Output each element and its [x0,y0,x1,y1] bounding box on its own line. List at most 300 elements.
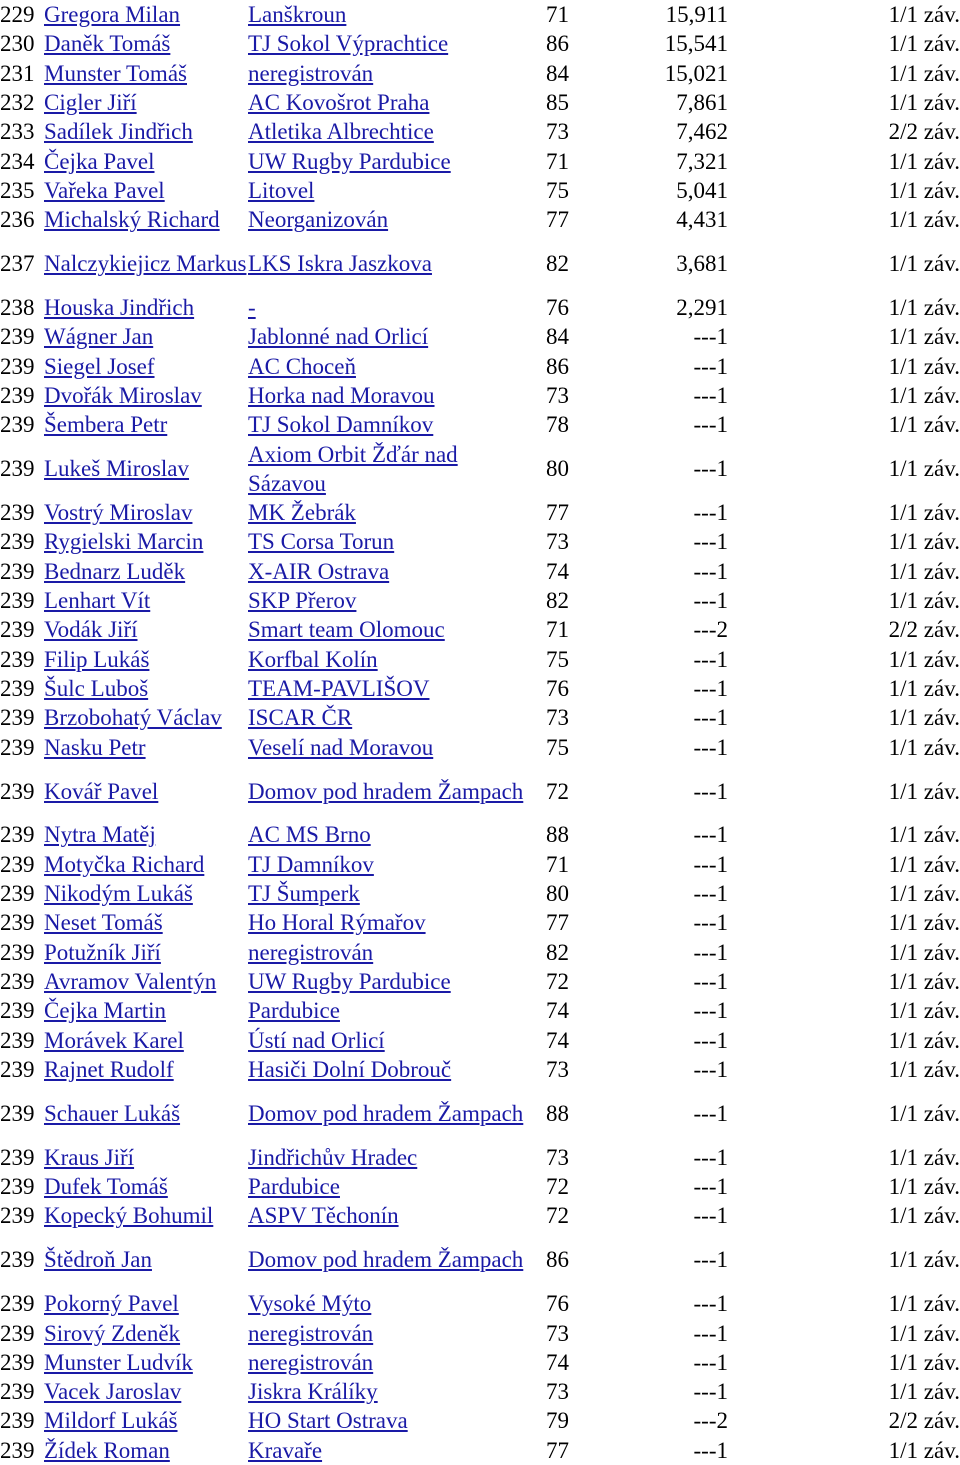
table-row [0,88,960,117]
name-cell [44,703,248,732]
events-cell: 1/1 záv. [888,998,960,1024]
name-cell [44,1172,248,1201]
athlete-link[interactable]: Mildorf Lukáš [44,1408,178,1434]
name-cell [44,1025,248,1054]
club-link[interactable]: TJ Sokol Výprachtice [248,31,449,57]
year-cell: 75 [546,177,569,203]
rank-cell: 232 [0,90,35,116]
name-cell [44,1084,248,1143]
rank-cell: 239 [0,324,35,350]
table-row [0,967,960,996]
rank-cell: 239 [0,939,35,965]
table-row [0,205,960,234]
events-cell: 1/1 záv. [888,31,960,57]
club-link[interactable]: Neorganizován [248,207,389,233]
name-cell [44,59,248,88]
score-cell: ---1 [693,558,728,584]
athlete-link[interactable]: Filip Lukáš [44,646,150,672]
club-link[interactable]: AC Choceň [248,353,356,379]
name-cell [44,205,248,234]
club-link[interactable]: TEAM-PAVLIŠOV [248,675,430,701]
events-cell: 1/1 záv. [888,90,960,116]
club-link[interactable]: Axiom Orbit Žďár nad Sázavou [248,441,458,496]
club-link[interactable]: Lanškroun [248,2,347,28]
club-link[interactable]: TJ Šumperk [248,881,360,907]
table-row [0,1084,960,1143]
club-cell [248,557,530,586]
table-row [0,1230,960,1289]
athlete-link[interactable]: Gregora Milan [44,2,181,28]
club-link[interactable]: UW Rugby Pardubice [248,148,451,174]
athlete-link[interactable]: Čejka Martin [44,998,166,1024]
events-cell: 1/1 záv. [888,383,960,408]
score-cell: ---1 [693,1320,728,1346]
table-row [0,1172,960,1201]
year-cell: 73 [546,529,569,555]
events-cell: 1/1 záv. [888,1291,960,1317]
club-link[interactable]: neregistrován [248,1320,374,1346]
name-cell [44,1055,248,1084]
club-link[interactable]: Jablonné nad Orlicí [248,324,429,350]
rank-cell: 239 [0,881,35,907]
events-cell: 1/1 záv. [888,251,960,277]
athlete-link[interactable]: Motyčka Richard [44,851,205,877]
athlete-link[interactable]: Vostrý Miroslav [44,500,193,526]
rank-cell: 233 [0,119,35,145]
athlete-link[interactable]: Bednarz Luděk [44,558,186,584]
table-row [0,879,960,908]
year-cell: 73 [546,1320,569,1346]
club-link[interactable]: Kravaře [248,1437,323,1463]
rank-cell: 239 [0,558,35,584]
score-cell: ---1 [693,998,728,1024]
club-cell [248,1348,530,1377]
events-cell: 1/1 záv. [888,705,960,731]
rank-cell: 239 [0,1174,35,1200]
athlete-link[interactable]: Kraus Jiří [44,1144,135,1170]
events-cell: 1/1 záv. [888,778,960,804]
name-cell [44,557,248,586]
athlete-link[interactable]: Lukeš Miroslav [44,456,190,482]
club-cell [248,1289,530,1318]
name-cell [44,410,248,439]
club-cell [248,322,530,351]
club-cell [248,1025,530,1054]
events-cell: 1/1 záv. [888,529,960,555]
athlete-link[interactable]: Štědroň Jan [44,1247,152,1273]
club-link[interactable]: TS Corsa Torun [248,529,395,555]
athlete-link[interactable]: Sirový Zdeněk [44,1320,181,1346]
year-cell: 77 [546,910,569,936]
year-cell: 76 [546,675,569,701]
club-link[interactable]: neregistrován [248,1349,374,1375]
table-row [0,439,960,498]
athlete-link[interactable]: Pokorný Pavel [44,1291,179,1317]
rank-cell: 239 [0,1144,35,1170]
athlete-link[interactable]: Daněk Tomáš [44,31,171,57]
score-cell: ---1 [693,646,728,672]
year-cell: 73 [546,1379,569,1405]
club-link[interactable]: Domov pod hradem Žampach [248,778,524,804]
rank-cell: 239 [0,1379,35,1405]
year-cell: 86 [546,31,569,57]
club-cell [248,0,530,29]
score-cell: ---1 [693,675,728,701]
club-link[interactable]: MK Žebrák [248,500,356,526]
score-cell: ---1 [693,1247,728,1273]
athlete-link[interactable]: Lenhart Vít [44,588,151,614]
club-cell [248,1201,530,1230]
name-cell [44,586,248,615]
name-cell [44,850,248,879]
table-row [0,29,960,58]
year-cell: 85 [546,90,569,116]
athlete-link[interactable]: Michalský Richard [44,207,220,233]
events-cell: 1/1 záv. [888,588,960,614]
club-cell [248,879,530,908]
club-link[interactable]: AC Kovošrot Praha [248,90,430,116]
table-row [0,938,960,967]
score-cell: 15,911 [665,2,728,28]
club-link[interactable]: Vysoké Mýto [248,1291,372,1317]
events-cell: 1/1 záv. [888,1320,960,1346]
athlete-link[interactable]: Dvořák Miroslav [44,383,202,408]
club-link[interactable]: Smart team Olomouc [248,617,445,643]
rank-cell: 239 [0,1349,35,1375]
events-cell: 1/1 záv. [888,734,960,760]
athlete-link[interactable]: Potužník Jiří [44,939,161,965]
table-row [0,410,960,439]
athlete-link[interactable]: Čejka Pavel [44,148,155,174]
athlete-link[interactable]: Nikodým Lukáš [44,881,193,907]
rank-cell: 235 [0,177,35,203]
year-cell: 74 [546,1027,569,1053]
athlete-link[interactable]: Munster Ludvík [44,1349,193,1375]
events-cell: 1/1 záv. [888,1247,960,1273]
year-cell: 82 [546,251,569,277]
table-row [0,1055,960,1084]
events-cell: 1/1 záv. [888,968,960,994]
club-link[interactable]: neregistrován [248,939,374,965]
table-row [0,527,960,556]
athlete-link[interactable]: Munster Tomáš [44,60,187,86]
table-row [0,820,960,849]
club-cell [248,410,530,439]
name-cell [44,293,248,322]
events-cell: 1/1 záv. [888,646,960,672]
events-cell: 1/1 záv. [888,822,960,848]
rank-cell: 239 [0,705,35,731]
athlete-link[interactable]: Rajnet Rudolf [44,1056,174,1082]
athlete-link[interactable]: Wágner Jan [44,324,154,350]
rank-cell: 239 [0,910,35,936]
rank-cell: 239 [0,353,35,379]
rank-cell: 239 [0,968,35,994]
club-cell [248,498,530,527]
year-cell: 71 [546,148,569,174]
athlete-link[interactable]: Nasku Petr [44,734,146,760]
table-row [0,1143,960,1172]
club-cell [248,293,530,322]
athlete-link[interactable]: Kovář Pavel [44,778,159,804]
athlete-link[interactable]: Sadílek Jindřich [44,119,193,145]
rank-cell: 239 [0,1100,35,1126]
score-cell: 5,041 [676,177,728,203]
club-link[interactable]: Atletika Albrechtice [248,119,434,145]
athlete-link[interactable]: Nalczykiejicz Markus [44,251,247,277]
name-cell [44,88,248,117]
score-cell: ---1 [693,1349,728,1375]
club-cell [248,615,530,644]
club-link[interactable]: Hasiči Dolní Dobrouč [248,1056,452,1082]
club-link[interactable]: Litovel [248,177,315,203]
name-cell [44,645,248,674]
club-cell [248,732,530,761]
club-link[interactable]: neregistrován [248,60,374,86]
athlete-link[interactable]: Schauer Lukáš [44,1100,181,1126]
table-row [0,1406,960,1435]
table-row [0,322,960,351]
score-cell: ---1 [693,910,728,936]
athlete-link[interactable]: Siegel Josef [44,353,155,379]
club-cell [248,1436,530,1465]
club-link[interactable]: Pardubice [248,1174,340,1200]
events-cell: 1/1 záv. [888,2,960,28]
table-row [0,703,960,732]
athlete-link[interactable]: Vacek Jaroslav [44,1379,182,1405]
athlete-link[interactable]: Šembera Petr [44,412,168,438]
club-link[interactable]: Domov pod hradem Žampach [248,1247,524,1273]
name-cell [44,615,248,644]
club-cell [248,938,530,967]
club-link[interactable]: Ho Horal Rýmařov [248,910,426,936]
year-cell: 72 [546,1174,569,1200]
club-cell [248,1377,530,1406]
club-cell [248,527,530,556]
club-cell [248,967,530,996]
score-cell: 4,431 [676,207,728,233]
rank-cell: 230 [0,31,35,57]
events-cell: 1/1 záv. [888,177,960,203]
club-link[interactable]: Domov pod hradem Žampach [248,1100,524,1126]
score-cell: 3,681 [676,251,728,277]
table-row [0,732,960,761]
club-link[interactable]: ASPV Těchonín [248,1203,399,1229]
club-cell [248,1055,530,1084]
table-row [0,996,960,1025]
athlete-link[interactable]: Rygielski Marcin [44,529,204,555]
athlete-link[interactable]: Cigler Jiří [44,90,137,116]
year-cell: 77 [546,207,569,233]
table-row [0,645,960,674]
events-cell: 2/2 záv. [888,1408,960,1434]
club-link[interactable]: AC MS Brno [248,822,371,848]
rank-cell: 239 [0,617,35,643]
table-row [0,1025,960,1054]
table-row [0,381,960,410]
events-cell: 1/1 záv. [888,295,960,321]
name-cell [44,1377,248,1406]
events-cell: 1/1 záv. [888,939,960,965]
athlete-link[interactable]: Houska Jindřich [44,295,195,321]
name-cell [44,1143,248,1172]
name-cell [44,527,248,556]
table-row [0,850,960,879]
club-link[interactable]: Jiskra Králíky [248,1379,378,1405]
club-cell [248,1230,530,1289]
table-row [0,762,960,821]
club-link[interactable]: HO Start Ostrava [248,1408,408,1434]
athlete-link[interactable]: Morávek Karel [44,1027,184,1053]
events-cell: 1/1 záv. [888,1379,960,1405]
score-cell: ---1 [693,1174,728,1200]
club-cell [248,820,530,849]
table-row [0,1289,960,1318]
rank-cell: 239 [0,1320,35,1346]
name-cell [44,0,248,29]
year-cell: 76 [546,1291,569,1317]
table-row [0,498,960,527]
club-cell [248,59,530,88]
club-link[interactable]: - [248,295,256,321]
score-cell: ---1 [693,1437,728,1463]
club-link[interactable]: Jindřichův Hradec [248,1144,418,1170]
club-cell [248,439,530,498]
score-cell: ---1 [693,412,728,438]
athlete-link[interactable]: Avramov Valentýn [44,968,217,994]
club-cell [248,88,530,117]
events-cell: 1/1 záv. [888,881,960,907]
table-row [0,352,960,381]
year-cell: 71 [546,617,569,643]
rank-cell: 239 [0,675,35,701]
athlete-link[interactable]: Dufek Tomáš [44,1174,168,1200]
score-cell: ---1 [693,1144,728,1170]
table-row [0,615,960,644]
score-cell: ---1 [693,1100,728,1126]
rank-cell: 231 [0,60,35,86]
score-cell: ---1 [693,1056,728,1082]
score-cell: ---1 [693,734,728,760]
score-cell: ---1 [693,705,728,731]
table-row [0,557,960,586]
events-cell: 1/1 záv. [888,558,960,584]
club-cell [248,645,530,674]
score-cell: ---1 [693,500,728,526]
year-cell: 73 [546,119,569,145]
year-cell: 75 [546,734,569,760]
table-row [0,674,960,703]
rank-cell: 229 [0,2,35,28]
rank-cell: 239 [0,383,35,408]
events-cell: 1/1 záv. [888,1100,960,1126]
name-cell [44,908,248,937]
club-link[interactable]: UW Rugby Pardubice [248,968,451,994]
athlete-link[interactable]: Vodák Jiří [44,617,138,643]
club-link[interactable]: ISCAR ČR [248,705,353,731]
athlete-link[interactable]: Kopecký Bohumil [44,1203,214,1229]
rank-cell: 239 [0,778,35,804]
events-cell: 2/2 záv. [888,617,960,643]
name-cell [44,176,248,205]
club-cell [248,1318,530,1347]
name-cell [44,439,248,498]
rank-cell: 234 [0,148,35,174]
athlete-link[interactable]: Vařeka Pavel [44,177,165,203]
events-cell: 1/1 záv. [888,1203,960,1229]
year-cell: 77 [546,500,569,526]
rank-cell: 239 [0,588,35,614]
score-cell: 7,462 [676,119,728,145]
rank-cell: 239 [0,500,35,526]
table-row [0,1201,960,1230]
name-cell [44,1406,248,1435]
club-link[interactable]: TJ Damníkov [248,851,374,877]
year-cell: 80 [546,881,569,907]
club-link[interactable]: LKS Iskra Jaszkova [248,251,432,277]
rank-cell: 239 [0,1437,35,1463]
score-cell: 15,021 [664,60,728,86]
year-cell: 73 [546,1056,569,1082]
club-cell [248,586,530,615]
club-cell [248,352,530,381]
score-cell: ---1 [693,1291,728,1317]
year-cell: 74 [546,1349,569,1375]
club-link[interactable]: Veselí nad Moravou [248,734,434,760]
year-cell: 86 [546,353,569,379]
year-cell: 88 [546,822,569,848]
events-cell: 1/1 záv. [888,1144,960,1170]
table-row [0,176,960,205]
club-link[interactable]: Pardubice [248,998,340,1024]
score-cell: 2,291 [676,295,728,321]
events-cell: 1/1 záv. [888,207,960,233]
score-cell: ---1 [693,1379,728,1405]
name-cell [44,938,248,967]
year-cell: 71 [546,851,569,877]
club-cell [248,29,530,58]
events-cell: 1/1 záv. [888,324,960,350]
athlete-link[interactable]: Brzobohatý Václav [44,705,222,731]
year-cell: 86 [546,1247,569,1273]
club-cell [248,1143,530,1172]
table-row [0,586,960,615]
athlete-link[interactable]: Žídek Roman [44,1437,170,1463]
year-cell: 72 [546,968,569,994]
club-link[interactable]: X-AIR Ostrava [248,558,390,584]
athlete-link[interactable]: Šulc Luboš [44,675,149,701]
rank-cell: 239 [0,851,35,877]
club-link[interactable]: Horka nad Moravou [248,383,435,408]
name-cell [44,1318,248,1347]
events-cell: 1/1 záv. [888,1027,960,1053]
table-row [0,234,960,293]
score-cell: ---1 [693,456,728,482]
year-cell: 77 [546,1437,569,1463]
athlete-link[interactable]: Neset Tomáš [44,910,163,936]
name-cell [44,762,248,821]
club-link[interactable]: Ústí nad Orlicí [248,1027,385,1053]
club-link[interactable]: SKP Přerov [248,588,357,614]
club-link[interactable]: TJ Sokol Damníkov [248,412,434,438]
rank-cell: 239 [0,1291,35,1317]
athlete-link[interactable]: Nytra Matěj [44,822,156,848]
club-link[interactable]: Korfbal Kolín [248,646,378,672]
name-cell [44,381,248,410]
year-cell: 88 [546,1100,569,1126]
rank-cell: 236 [0,207,35,233]
year-cell: 74 [546,558,569,584]
